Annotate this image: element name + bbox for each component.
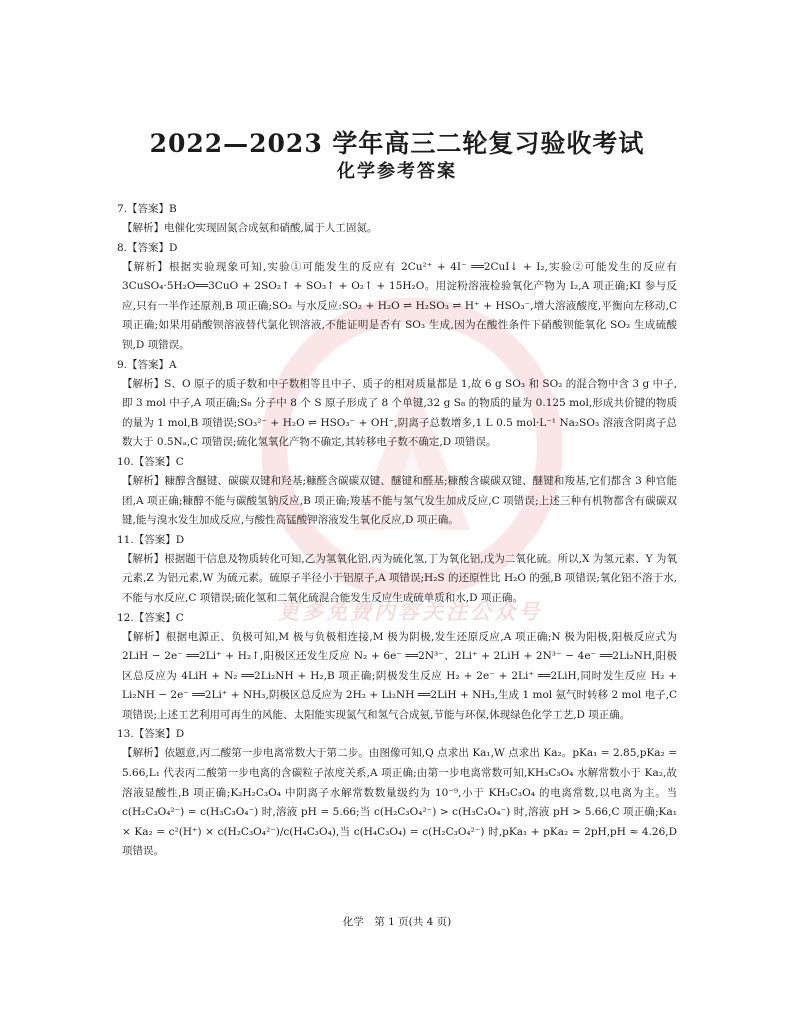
question-8 <box>117 239 677 356</box>
question-11 <box>117 531 677 609</box>
watermark-text: 更多免费内容关注公众号 <box>278 600 542 624</box>
question-9 <box>117 356 677 453</box>
explanation: 【解析】电催化实现固氮合成氨和硝酸,属于人工固氮。 <box>122 222 378 234</box>
page-subtitle: 化学参考答案 <box>337 161 457 182</box>
answer-line: 10.【答案】C <box>117 455 184 468</box>
answer-line: 9.【答案】A <box>117 358 177 371</box>
answer-line: 13.【答案】D <box>117 728 185 741</box>
explanation: 【解析】根据实验现象可知,实验①可能发生的反应有 2Cu²⁺ + 4I⁻ ══2CuI↓ + I₂,实验②可能发生的反应有 3CuSO₄·5H₂O══3CuO + 2SO₂↑ + SO₃↑ + O₂↑ + 15H₂O。用淀粉溶液检验氧化产物为 I₂,A 项正确;KI 参与反应,只有一半作还原剂,B 项正确;SO₂ 与水反应:SO₂ + H₂O ⇌ H₂SO₃ ⇌ H⁺ + HSO₃⁻,增大溶液酸度,平衡向左移动,C 项正确;如果用硝酸钡溶液替代氯化钡溶液,不能证明是否有 SO₃ 生成,因为在酸性条件下硝酸钡能氧化 SO₂ 生成硫酸钡,D 项错误。 <box>122 260 677 351</box>
explanation: 【解析】依题意,丙二酸第一步电离常数大于第二步。由图像可知,Q 点求出 Ka₁,W 点求出 Ka₂。pKa₁ = 2.85,pKa₂ = 5.66,L₁ 代表丙二酸第一步电离的含碳粒子浓度关系,A 项正确;由第一步电离常数可知,KH₃C₃O₄ 水解常数小于 Ka₂,故溶液显酸性,B 项正确;K₂H₂C₃O₄ 中阴离子水解常数数量级约为 10⁻⁹,小于 KH₃C₃O₄ 的电离常数,以电离为主。当 c(H₂C₃O₄²⁻) = c(H₃C₃O₄⁻) 时,溶液 pH = 5.66;当 c(H₂C₃O₄²⁻) > c(H₃C₃O₄⁻) 时,溶液 pH > 5.66,C 项正确;Ka₁ × Ka₂ = c²(H⁺) × c(H₂C₃O₄²⁻)/c(H₄C₃O₄),当 c(H₄C₃O₄) = c(H₂C₃O₄²⁻) 时,pKa₁ + pKa₂ = 2pH,pH ≈ 4.26,D 项错误。 <box>122 747 677 858</box>
page-title: 2022—2023 学年高三二轮复习验收考试 <box>149 129 645 158</box>
explanation: 【解析】根据电源正、负极可知,M 极与负极相连接,M 极为阴极,发生还原反应,A 项正确;N 极为阳极,阳极反应式为 2LiH − 2e⁻ ══2Li⁺ + H₂↑,阳极区还发生反应 N₂ + 6e⁻ ══2N³⁻、2Li⁺ + 2LiH + 2N³⁻ − 4e⁻ ══2Li₂NH,阳极区总反应为 4LiH + N₂ ══2Li₂NH + H₂,B 项正确;阴极发生反应 H₂ + 2e⁻ + 2Li⁺ ══2LiH,同时发生反应 H₂ + Li₂NH − 2e⁻ ══2Li⁺ + NH₃,阴极区总反应为 2H₂ + Li₂NH ══2LiH + NH₃,生成 1 mol 氨气时转移 2 mol 电子,C 项错误;上述工艺利用可再生的风能、太阳能实现氮气和氢气合成氨,节能与环保,体现绿色化学工艺,D 项正确。 <box>122 630 677 721</box>
explanation: 【解析】S、O 原子的质子数和中子数相等且中子、质子的相对质量都是 1,故 6 g SO₃ 和 SO₂ 的混合物中含 3 g 中子,即 3 mol 中子,A 项正确;S₈ 分子中 8 个 S 原子形成了 8 个单键,32 g S₈ 的物质的量为 0.125 mol,形成共价键的物质的量为 1 mol,B 项错误;SO₃²⁻ + H₂O ⇌ HSO₃⁻ + OH⁻,阴离子总数增多,1 L 0.5 mol·L⁻¹ Na₂SO₃ 溶液含阴离子总数大于 0.5Nₐ,C 项错误;硫化氢氧化产物不确定,其转移电子数不确定,D 项错误。 <box>122 377 677 449</box>
answer-list <box>117 200 677 862</box>
question-7 <box>117 200 677 239</box>
page-footer: 化学 第 1 页(共 4 页) <box>342 916 452 928</box>
answer-line: 7.【答案】B <box>117 203 177 215</box>
explanation: 【解析】糠醇含醚键、碳碳双键和羟基;糠醛含碳碳双键、醚键和醛基;糠酸含碳碳双键、醚键和羧基,它们都含 3 种官能团,A 项正确;糠醇不能与碳酸氢钠反应,B 项正确;羧基不能与氢气发生加成反应,C 项错误;上述三种有机物都含有碳碳双键,能与溴水发生加成反应,与酸性高锰酸钾溶液发生氧化反应,D 项正确。 <box>122 474 677 527</box>
question-10 <box>117 453 677 531</box>
question-12 <box>117 609 677 726</box>
answer-line: 12.【答案】C <box>117 611 184 624</box>
question-13 <box>117 725 677 862</box>
explanation: 【解析】根据题干信息及物质转化可知,乙为氢氧化铝,丙为硫化氢,丁为氧化铝,戊为二氧化硫。所以,X 为氢元素、Y 为氧元素,Z 为铝元素,W 为硫元素。硫原子半径小于铝原子,A 项错误;H₂S 的还原性比 H₂O 的强,B 项错误;氧化铝不溶于水,不能与水反应,C 项错误;硫化氢和二氧化硫混合能发生反应生成硫单质和水,D 项正确。 <box>122 552 677 604</box>
answer-line: 8.【答案】D <box>117 241 178 254</box>
answer-line: 11.【答案】D <box>117 533 185 546</box>
